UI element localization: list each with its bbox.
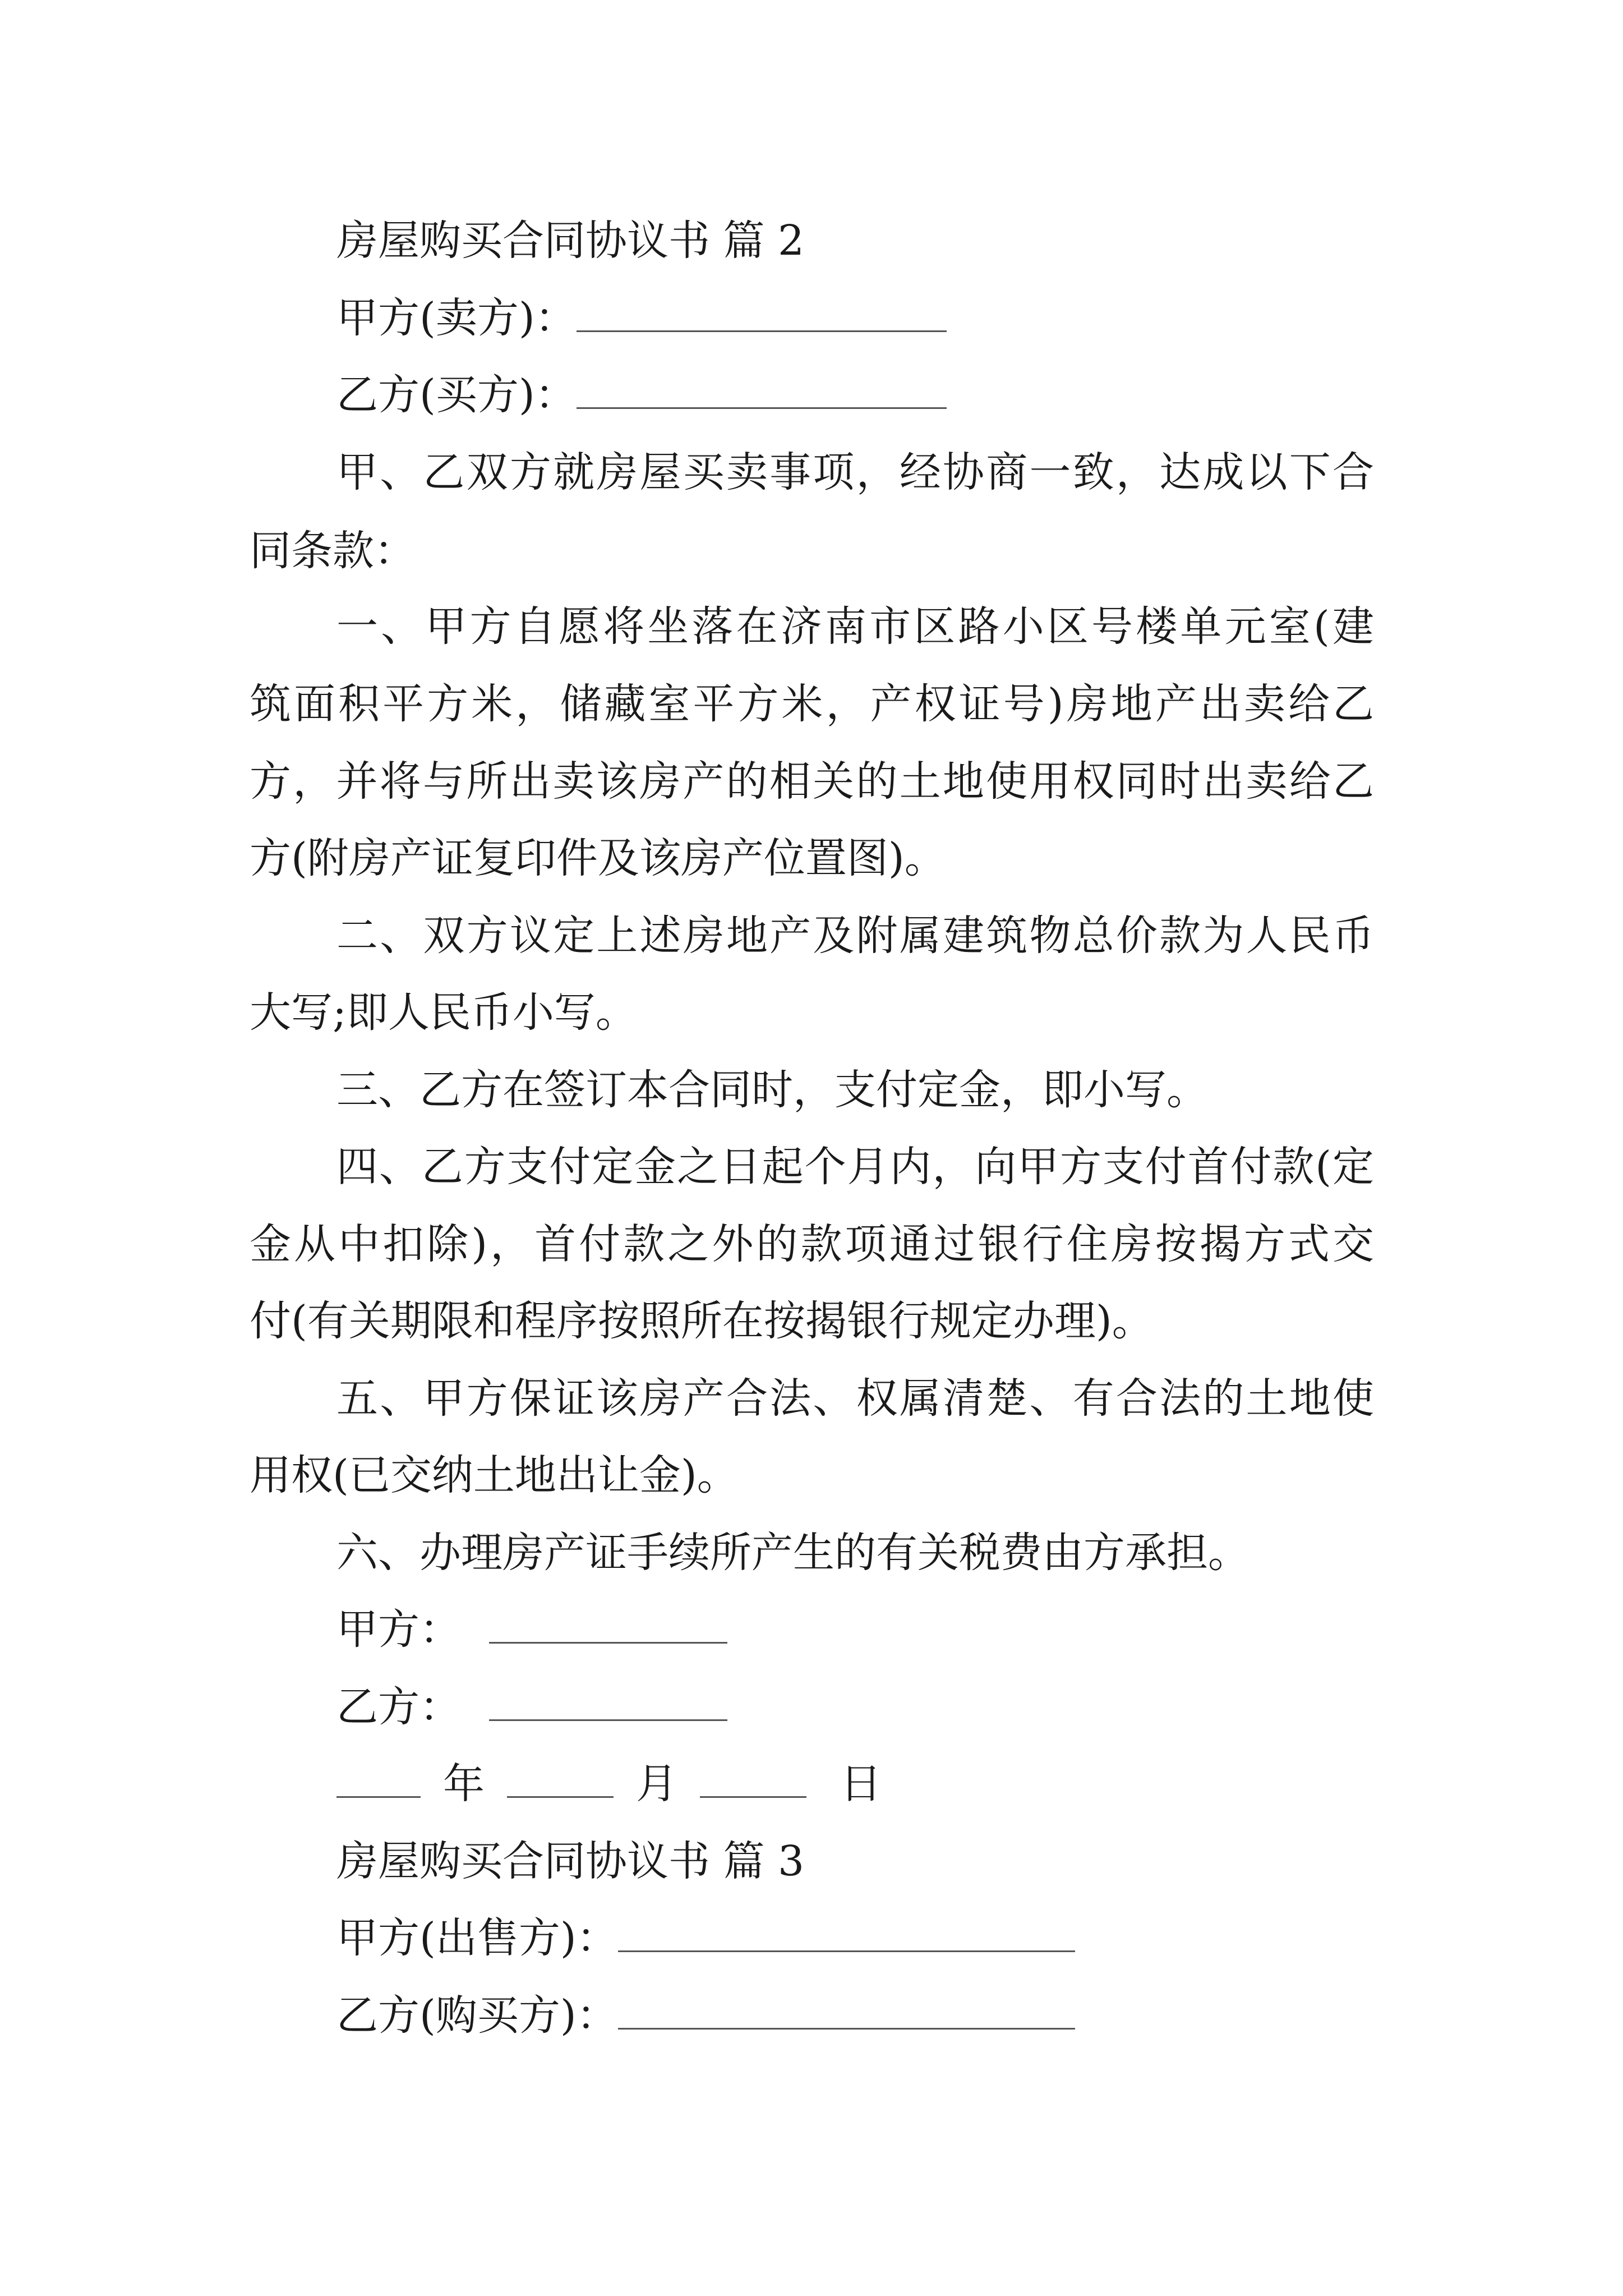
clause2-line-1: 二、双方议定上述房地产及附属建筑物总价款为人民币 — [336, 912, 1374, 960]
date-day-label: 日 — [840, 1760, 882, 1808]
section3-party-a-blank — [618, 1918, 1075, 1952]
party-b-blank — [577, 375, 947, 409]
clause1-line-1: 一、甲方自愿将坐落在济南市区路小区号楼单元室(建 — [336, 602, 1374, 651]
signature-a-blank — [489, 1609, 727, 1644]
signature-date — [336, 1760, 882, 1808]
signature-b-blank — [489, 1687, 727, 1721]
section3-party-a-label: 甲方(出售方)： — [336, 1914, 618, 1962]
clause5-line-2: 用权(已交纳土地出让金)。 — [250, 1451, 739, 1499]
date-day-blank — [700, 1764, 806, 1798]
clause5-line-1: 五、甲方保证该房产合法、权属清楚、有合法的土地使 — [336, 1374, 1374, 1423]
section3-party-b-blank — [618, 1995, 1075, 2030]
date-year-blank — [336, 1764, 421, 1798]
signature-party-b — [336, 1683, 727, 1731]
clause1-line-2: 筑面积平方米，储藏室平方米，产权证号)房地产出卖给乙 — [250, 680, 1374, 728]
intro-line-2: 同条款： — [250, 527, 416, 575]
section3-heading: 房屋购买合同协议书 篇 3 — [336, 1837, 805, 1885]
section2-party-a — [336, 294, 947, 342]
date-year-label: 年 — [443, 1760, 485, 1808]
clause4-line-3: 付(有关期限和程序按照所在按揭银行规定办理)。 — [250, 1297, 1154, 1345]
party-b-label: 乙方(买方)： — [336, 371, 577, 419]
party-a-label: 甲方(卖方)： — [336, 294, 577, 342]
clause1-line-4: 方(附房产证复印件及该房产位置图)。 — [250, 834, 946, 882]
clause4-line-1: 四、乙方支付定金之日起个月内，向甲方支付首付款(定 — [336, 1143, 1374, 1191]
section2-heading: 房屋购买合同协议书 篇 2 — [336, 217, 805, 265]
signature-a-label: 甲方： — [336, 1605, 461, 1654]
section3-party-a — [336, 1914, 1075, 1962]
signature-party-a — [336, 1605, 727, 1654]
date-month-label: 月 — [636, 1760, 677, 1808]
date-month-blank — [507, 1764, 614, 1798]
clause2-line-2: 大写;即人民币小写。 — [250, 988, 637, 1037]
clause4-line-2: 金从中扣除)，首付款之外的款项通过银行住房按揭方式交 — [250, 1220, 1374, 1268]
section2-party-b — [336, 371, 947, 419]
clause1-line-3: 方，并将与所出卖该房产的相关的土地使用权同时出卖给乙 — [250, 757, 1374, 806]
intro-line-1: 甲、乙双方就房屋买卖事项，经协商一致，达成以下合 — [336, 448, 1374, 496]
clause6-line-1: 六、办理房产证手续所产生的有关税费由方承担。 — [336, 1529, 1249, 1577]
clause3-line-1: 三、乙方在签订本合同时，支付定金，即小写。 — [336, 1066, 1208, 1114]
party-a-blank — [577, 298, 947, 332]
section3-party-b-label: 乙方(购买方)： — [336, 1991, 618, 2040]
signature-b-label: 乙方： — [336, 1683, 461, 1731]
section3-party-b — [336, 1991, 1075, 2040]
